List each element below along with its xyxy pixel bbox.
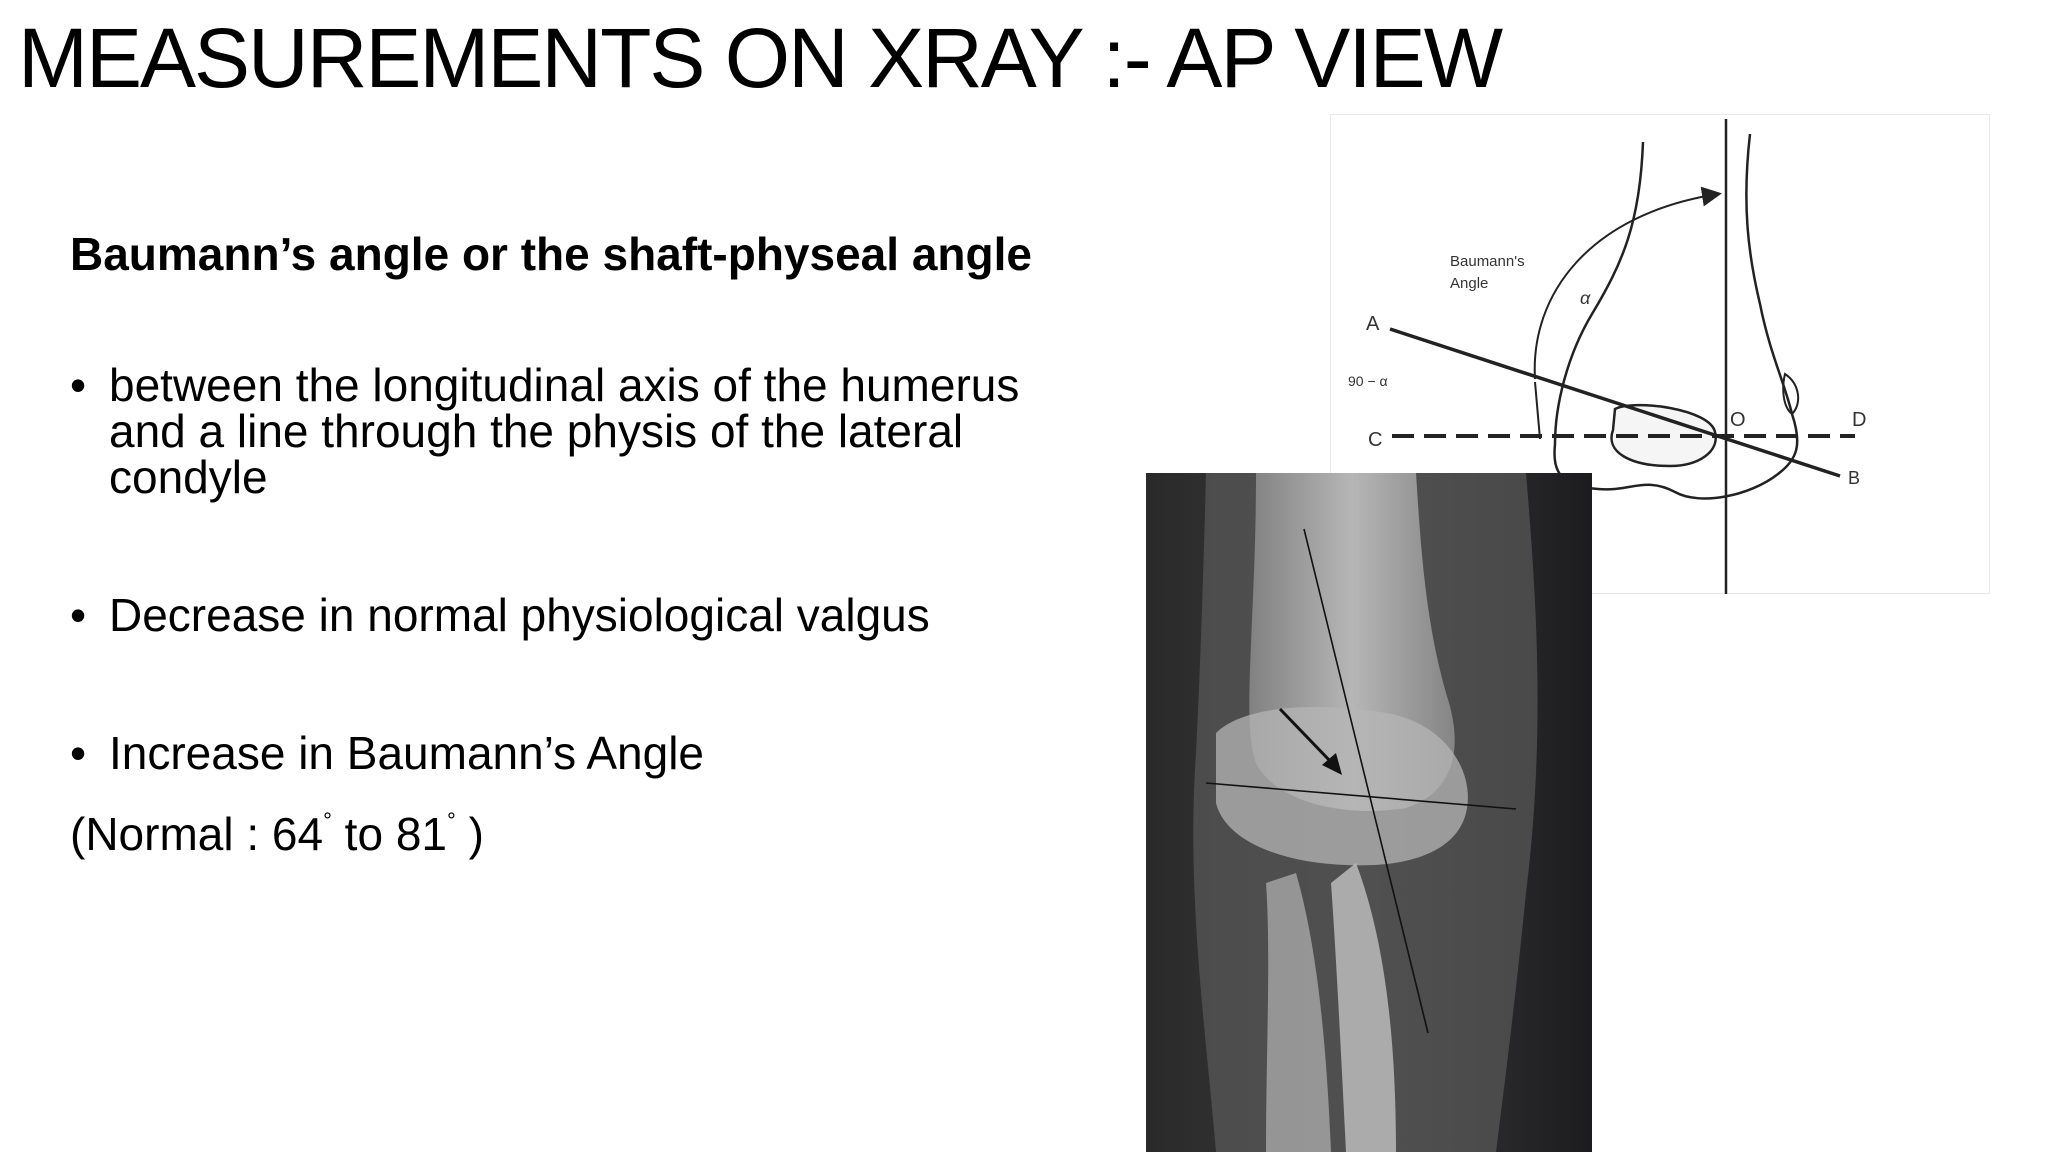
normal-range-middle: to 81 [331,808,447,860]
bullet-item [70,589,1070,641]
label-a: A [1366,313,1380,335]
normal-range-suffix: ) [455,808,484,860]
label-c: C [1368,429,1383,451]
bullet-text: Increase in Baumann’s Angle [109,727,704,779]
degree-symbol: ° [446,808,456,833]
normal-range-prefix: (Normal : 64 [70,808,324,860]
bullet-text: Decrease in normal physiological valgus [109,589,930,641]
normal-range-note [70,798,1070,860]
label-b: B [1848,468,1861,488]
label-baumann-line1: Baumann's [1450,253,1525,270]
degree-symbol: ° [323,808,332,833]
bullet-dot: • [70,589,87,641]
label-baumann-line2: Angle [1450,275,1489,292]
bullet-list [70,359,1070,779]
bullet-dot: • [70,359,87,411]
slide-title: MEASUREMENTS ON XRAY :- AP VIEW [18,11,1501,105]
text-content [70,228,1070,860]
bullet-item [70,727,1070,779]
bullet-item [70,359,1070,503]
label-o: O [1730,409,1746,431]
bullet-text: between the longitudinal axis of the humerus and a line through the physis of the lateral condyle [109,359,1020,503]
elbow-xray-image [1146,473,1592,1152]
subheading: Baumann’s angle or the shaft-physeal angle [70,228,1032,280]
label-90-minus-alpha: 90 − α [1348,373,1388,389]
condyles-bone [1216,707,1468,865]
label-d: D [1852,409,1867,431]
bullet-dot: • [70,727,87,779]
label-alpha: α [1580,288,1591,308]
